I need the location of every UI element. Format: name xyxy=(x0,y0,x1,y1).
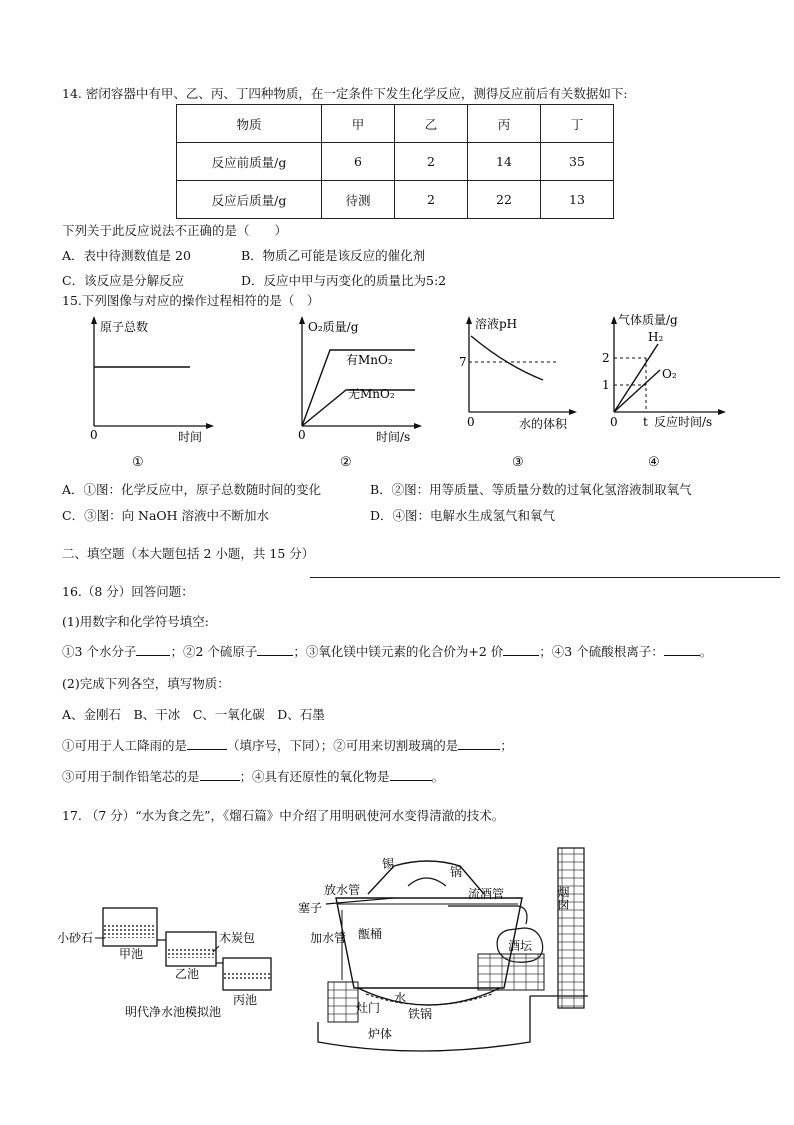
q17-stem: 17. （7 分）“水为食之先”，《熘石篇》中介绍了用明矾使河水变得清澈的技术。 xyxy=(62,808,505,823)
charcoal-layer xyxy=(167,948,215,958)
x-axis-arrow xyxy=(718,409,726,415)
q16-line3-text-b: ；④具有还原性的氧化物是 xyxy=(239,769,390,784)
chimney-figure xyxy=(550,846,590,1016)
q16-line3-text-c: 。 xyxy=(431,769,445,784)
q16-line2-text-b: （填序号，下同）；②可用来切割玻璃的是 xyxy=(227,738,459,753)
pot-dome xyxy=(408,878,446,886)
table-cell: 反应后质量/g xyxy=(177,181,322,219)
x-axis-arrow xyxy=(414,423,422,429)
answer-blank[interactable] xyxy=(664,655,700,656)
origin-label: 0 xyxy=(90,428,98,442)
tick-label: 2 xyxy=(602,351,610,365)
label-pond-yi: 乙池 xyxy=(175,967,200,981)
q16-line1-text-d: ；④3 个硫酸根离子： xyxy=(539,644,664,659)
brick-wall xyxy=(328,982,358,1022)
x-axis-arrow xyxy=(569,409,577,415)
answer-blank[interactable] xyxy=(136,655,170,656)
sand-layer xyxy=(104,924,156,938)
label-pond-jia: 甲池 xyxy=(119,947,144,961)
label-wine-pipe: 流酒管 xyxy=(468,887,505,901)
graph-1 xyxy=(80,312,220,472)
q16-line1-text-a: ①3 个水分子 xyxy=(62,644,137,659)
table-header-cell: 丙 xyxy=(468,105,541,143)
y-axis-arrow xyxy=(299,316,305,324)
y-axis-label: O₂质量/g xyxy=(308,320,359,334)
answer-blank[interactable] xyxy=(257,655,293,656)
table-cell: 2 xyxy=(395,181,468,219)
label-plug: 塞子 xyxy=(298,901,323,915)
x-axis-label: 水的体积 xyxy=(519,417,568,431)
label-water: 水 xyxy=(394,991,407,1005)
label-sand: 小砂石 xyxy=(57,931,94,945)
x-axis-label: 时间 xyxy=(178,430,203,444)
y-axis-arrow xyxy=(91,316,97,324)
label-wine-jar: 酒坛 xyxy=(508,939,533,953)
label-stove-door: 灶门 xyxy=(356,1001,381,1015)
series-label: H₂ xyxy=(648,330,664,344)
label-furnace: 炉体 xyxy=(368,1027,393,1041)
origin-label: 0 xyxy=(467,415,475,429)
label-barrel: 甑桶 xyxy=(358,927,383,941)
tick-label: 1 xyxy=(602,378,610,392)
table-cell: 反应前质量/g xyxy=(177,143,322,181)
q15-option-d: D．④图：电解水生成氢气和氧气 xyxy=(370,508,556,523)
q16-choices: A、金刚石 B、干冰 C、一氧化碳 D、石墨 xyxy=(62,707,325,722)
graph-number: ② xyxy=(340,455,352,470)
label-pond-bing: 丙池 xyxy=(233,993,258,1007)
x-axis-label: 时间/s xyxy=(376,430,411,444)
table-cell: 14 xyxy=(468,143,541,181)
table-cell: 35 xyxy=(541,143,614,181)
divider-line xyxy=(310,577,780,578)
q16-line3-text-a: ③可用于制作铅笔芯的是 xyxy=(62,769,200,784)
label-tin: 锡 xyxy=(382,857,395,871)
answer-blank[interactable] xyxy=(200,780,240,781)
label-drain-pipe: 放水管 xyxy=(324,883,361,897)
label-iron-pan: 铁锅 xyxy=(408,1007,433,1021)
answer-blank[interactable] xyxy=(458,749,500,750)
origin-label: 0 xyxy=(298,428,306,442)
q16-line2-text-a: ①可用于人工降雨的是 xyxy=(62,738,188,753)
x-axis-arrow xyxy=(206,423,214,429)
q16-line1 xyxy=(62,642,712,660)
table-cell: 22 xyxy=(468,181,541,219)
bottom-layer xyxy=(224,972,270,980)
purification-ponds-figure xyxy=(55,900,295,1030)
q16-part2-heading: (2)完成下列各空，填写物质： xyxy=(62,676,230,691)
q14-option-b: B．物质乙可能是该反应的催化剂 xyxy=(241,248,426,263)
series-label: O₂ xyxy=(662,367,677,381)
table-cell: 13 xyxy=(541,181,614,219)
origin-label: 0 xyxy=(610,415,618,429)
series-label: 有MnO₂ xyxy=(346,353,393,367)
wine-pipe xyxy=(448,906,527,924)
chimney xyxy=(558,848,584,1008)
table-header-cell: 乙 xyxy=(395,105,468,143)
y-axis-arrow xyxy=(611,316,617,324)
q15-option-b: B．②图：用等质量、等质量分数的过氧化氢溶液制取氧气 xyxy=(370,482,692,497)
graph-number: ① xyxy=(132,455,144,470)
table-cell: 待测 xyxy=(322,181,395,219)
distillation-apparatus-figure xyxy=(298,846,588,1064)
table-header-cell: 物质 xyxy=(177,105,322,143)
q14-question: 下列关于此反应说法不正确的是（ ） xyxy=(62,223,288,238)
table-header-row xyxy=(177,105,614,143)
graph-4 xyxy=(594,312,734,472)
table-cell: 6 xyxy=(322,143,395,181)
table-cell: 2 xyxy=(395,143,468,181)
series-line xyxy=(471,336,543,380)
q16-line2-text-c: ； xyxy=(500,738,513,753)
q16-stem: 16.（8 分）回答问题： xyxy=(62,584,194,599)
label-chimney: 烟囱 xyxy=(556,886,570,910)
answer-blank[interactable] xyxy=(503,655,539,656)
x-axis-label: 反应时间/s xyxy=(654,415,713,429)
label-charcoal: 木炭包 xyxy=(219,931,256,945)
q16-line1-text-c: ；③氧化镁中镁元素的化合价为+2 价 xyxy=(293,644,504,659)
section-heading: 二、填空题（本大题包括 2 小题，共 15 分） xyxy=(62,546,315,561)
q14-option-c: C．该反应是分解反应 xyxy=(62,273,185,288)
q16-part1-heading: (1)用数字和化学符号填空: xyxy=(62,614,209,629)
q14-option-a: A．表中待测数值是 20 xyxy=(62,248,191,263)
q14-option-d: D．反应中甲与丙变化的质量比为5:2 xyxy=(241,273,447,288)
label-pot: 锅 xyxy=(450,865,463,879)
tick-label: 7 xyxy=(459,355,467,369)
graph-3 xyxy=(455,312,595,472)
t-label: t xyxy=(643,415,648,429)
graph-number: ④ xyxy=(648,455,660,470)
q15-option-a: A．①图：化学反应中，原子总数随时间的变化 xyxy=(62,482,322,497)
table-row xyxy=(177,181,614,219)
answer-blank[interactable] xyxy=(390,780,432,781)
series-label: 无MnO₂ xyxy=(348,387,395,401)
table-header-cell: 甲 xyxy=(322,105,395,143)
q14-table xyxy=(176,104,614,219)
graph-number: ③ xyxy=(512,455,524,470)
q16-line3 xyxy=(62,767,444,785)
y-axis-arrow xyxy=(466,316,472,324)
answer-blank[interactable] xyxy=(187,749,227,750)
y-axis-label: 溶液pH xyxy=(475,317,518,331)
q16-line2 xyxy=(62,736,513,754)
q15-stem: 15.下列图像与对应的操作过程相符的是（ ） xyxy=(62,293,320,308)
q14-stem: 14. 密闭容器中有甲、乙、丙、丁四种物质，在一定条件下发生化学反应，测得反应前后有关数据如下: xyxy=(62,86,628,101)
graph-2 xyxy=(290,312,430,472)
water-surface xyxy=(366,994,492,1005)
y-axis-label: 气体质量/g xyxy=(618,313,678,327)
brick-wall xyxy=(478,954,544,990)
figure-caption: 明代净水池模拟池 xyxy=(125,1005,222,1019)
table-row xyxy=(177,143,614,181)
q16-line1-text-e: 。 xyxy=(699,644,713,659)
q15-option-c: C．③图：向 NaOH 溶液中不断加水 xyxy=(62,508,270,523)
table-header-cell: 丁 xyxy=(541,105,614,143)
y-axis-label: 原子总数 xyxy=(100,320,149,334)
label-add-water-pipe: 加水管 xyxy=(310,931,347,945)
q16-line1-text-b: ；②2 个硫原子 xyxy=(170,644,258,659)
